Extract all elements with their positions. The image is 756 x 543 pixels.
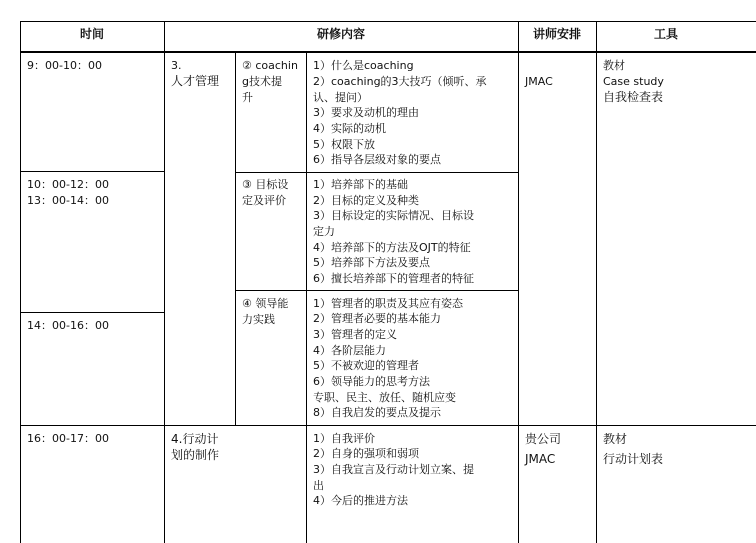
topic-item: 2）coaching的3大技巧（倾听、承 [313,75,487,88]
topic-title: 升 [242,91,253,104]
topic-item: 5）培养部下方法及要点 [313,256,430,269]
topic-title: 定及评价 [242,194,286,207]
tool-item: 行动计划表 [603,452,664,466]
row-divider [235,290,518,291]
col-divider [596,21,597,543]
topic-item: 5）权限下放 [313,138,375,151]
row-divider [20,425,756,426]
topic-item: 3）要求及动机的理由 [313,106,419,119]
header-content: 研修内容 [316,27,365,41]
topic-item: 4）培养部下的方法及OJT的特征 [313,241,471,254]
module-title: 划的制作 [171,448,220,462]
time-slot: 14：00-16：00 [27,319,109,332]
topic-title: ④ 领导能 [242,297,289,310]
col-divider [518,21,519,543]
topic-item: 1）什么是coaching [313,59,414,72]
topic-item: 4）各阶层能力 [313,344,386,357]
row-divider [20,171,164,172]
topic-title: g技术提 [242,75,282,88]
topic-item: 3）目标设定的实际情况、目标设 [313,209,474,222]
time-slot: 10：00-12：00 [27,178,109,191]
topic-item: 3）管理者的定义 [313,328,397,341]
topic-item: 5）不被欢迎的管理者 [313,359,419,372]
time-slot: 13：00-14：00 [27,194,109,207]
table-border-left [20,21,21,543]
module-number: 3. [171,59,182,72]
tool-item: 教材 [603,59,625,72]
row-divider [235,172,518,173]
module-title: 4.行动计 [171,432,219,446]
lecturer-name: 贵公司 [525,432,562,446]
topic-item: 专职、民主、放任、随机应变 [313,391,456,404]
topic-title: ③ 目标设 [242,178,289,191]
header-tools: 工具 [653,27,678,41]
topic-title: ② coachin [242,59,298,72]
header-lecturer: 讲师安排 [532,27,581,41]
tool-item: Case study [603,75,664,88]
lecturer-name: JMAC [525,75,553,88]
topic-item: 8）自我启发的要点及提示 [313,406,441,419]
time-slot: 9：00-10：00 [27,59,102,72]
topic-item: 定力 [313,225,335,238]
topic-item: 1）管理者的职责及其应有姿态 [313,297,463,310]
topic-item: 6）擅长培养部下的管理者的特征 [313,272,474,285]
topic-item: 6）指导各层级对象的要点 [313,153,441,166]
module-title: 人才管理 [171,74,220,88]
header-time: 时间 [79,27,104,41]
topic-item: 1）自我评价 [313,432,375,445]
topic-item: 4）实际的动机 [313,122,386,135]
tool-item: 教材 [603,432,628,446]
tool-item: 自我检查表 [603,90,664,104]
header-divider [20,51,756,53]
col-divider [306,52,307,543]
topic-item: 4）今后的推进方法 [313,494,408,507]
topic-item: 出 [313,479,324,492]
lecturer-name: JMAC [525,452,556,466]
col-divider [235,52,236,426]
topic-item: 6）领导能力的思考方法 [313,375,430,388]
topic-item: 1）培养部下的基础 [313,178,408,191]
topic-item: 认、提问） [313,91,368,104]
topic-title: 力实践 [242,313,275,326]
col-divider [164,21,165,543]
topic-item: 2）自身的强项和弱项 [313,447,419,460]
topic-item: 2）管理者必要的基本能力 [313,312,441,325]
topic-item: 2）目标的定义及种类 [313,194,419,207]
time-slot: 16：00-17：00 [27,432,109,445]
row-divider [20,312,164,313]
topic-item: 3）自我宣言及行动计划立案、提 [313,463,474,476]
